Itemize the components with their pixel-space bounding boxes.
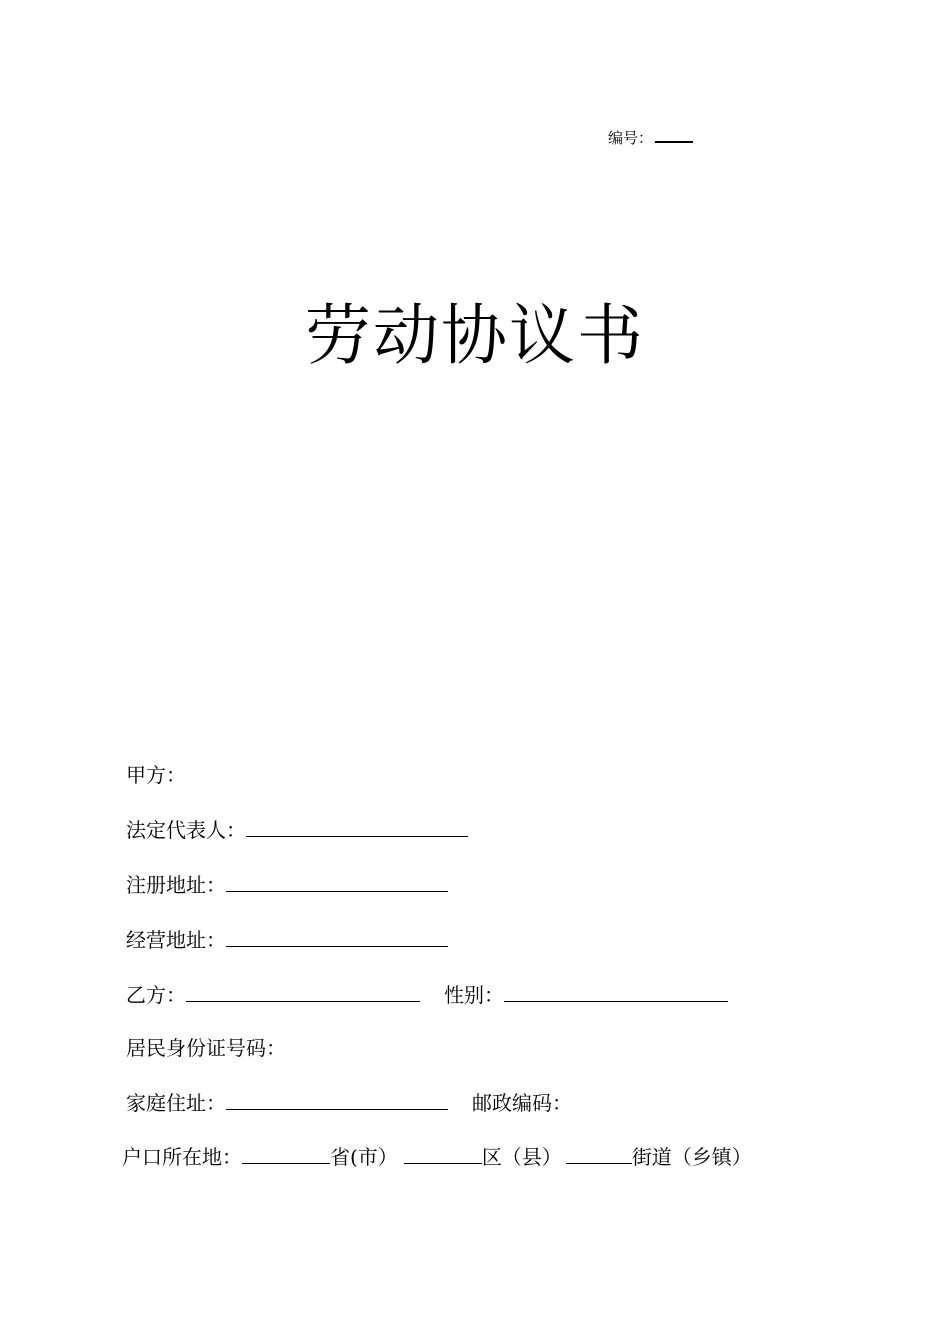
legal-rep-blank[interactable] [246,816,468,837]
serial-label: 编号： [608,129,654,147]
biz-address-label: 经营地址： [126,928,226,952]
id-number-label: 居民身份证号码： [126,1036,286,1060]
district-blank[interactable] [404,1143,482,1164]
legal-rep-label: 法定代表人： [126,818,246,842]
gender-blank[interactable] [504,981,728,1002]
party-b-label: 乙方： [126,983,186,1007]
party-a-line [126,762,186,788]
party-b-line [126,981,728,1008]
hukou-line [122,1143,752,1170]
party-b-blank[interactable] [186,981,420,1002]
id-number-line [126,1035,286,1061]
street-label: 街道（乡镇） [631,1145,752,1169]
serial-number [608,127,693,148]
reg-address-label: 注册地址： [126,873,226,897]
home-address-line [126,1089,572,1116]
hukou-label: 户口所在地： [122,1145,242,1169]
biz-address-line [126,926,448,953]
street-blank[interactable] [566,1143,632,1164]
district-label: 区（县） [481,1145,562,1169]
biz-address-blank[interactable] [226,926,448,947]
party-a-label: 甲方： [126,763,186,787]
postcode-label: 邮政编码： [472,1091,572,1115]
legal-rep-line [126,816,468,843]
gender-label: 性别： [444,983,504,1007]
document-title: 劳动协议书 [305,297,645,374]
home-address-blank[interactable] [226,1089,448,1110]
province-blank[interactable] [242,1143,330,1164]
home-address-label: 家庭住址： [126,1091,226,1115]
serial-blank[interactable] [655,127,693,143]
reg-address-blank[interactable] [226,871,448,892]
province-label: 省(市） [330,1145,398,1169]
reg-address-line [126,871,448,898]
